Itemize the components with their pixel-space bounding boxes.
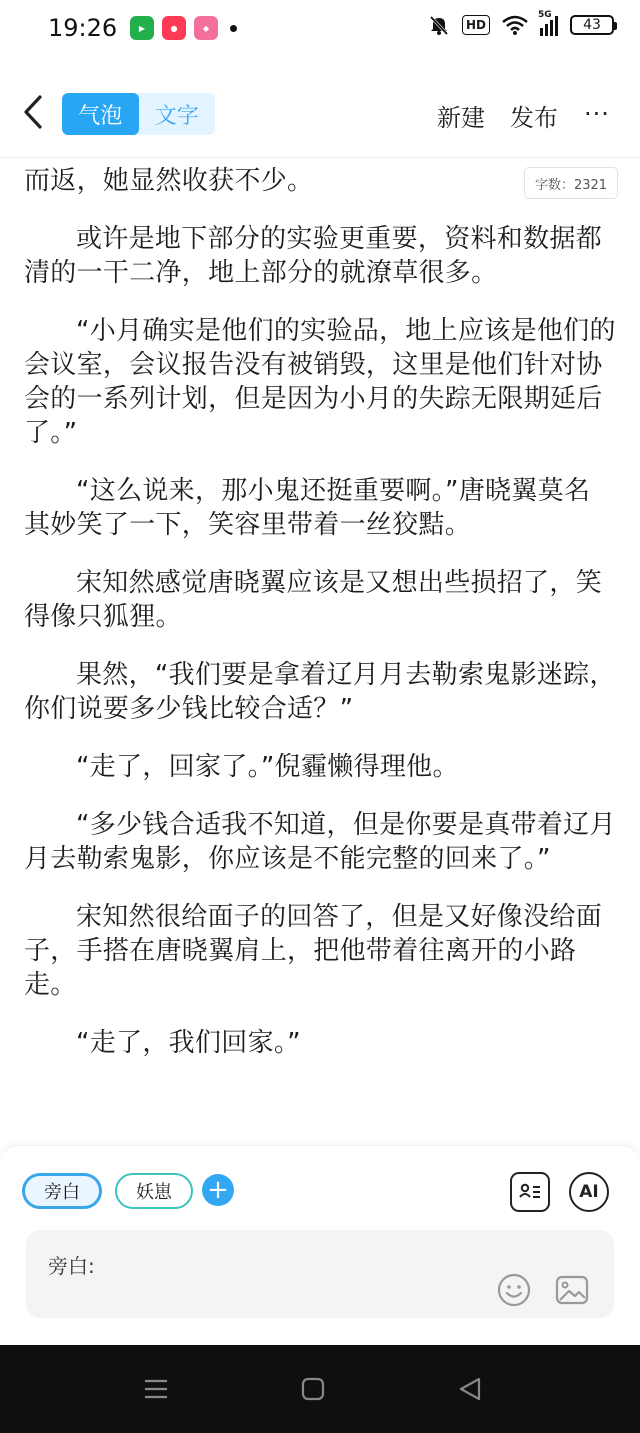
paragraph: “走了，回家了。”倪霾懒得理他。 xyxy=(76,752,459,782)
notification-icons xyxy=(130,16,237,40)
chevron-left-icon xyxy=(23,95,43,129)
emoji-icon[interactable] xyxy=(496,1272,532,1308)
contact-card-icon xyxy=(517,1180,543,1204)
character-list-button[interactable] xyxy=(510,1172,550,1212)
menu-icon[interactable] xyxy=(142,1375,170,1403)
paragraph: “这么说来，那小鬼还挺重要啊。”唐晓翼莫名其妙笑了一下，笑容里带着一丝狡黠。 xyxy=(24,476,591,540)
wifi-icon xyxy=(502,15,528,35)
paragraph: 宋知然感觉唐晓翼应该是又想出些损招了，笑得像只狐狸。 xyxy=(24,568,603,632)
battery-indicator: 43 xyxy=(570,15,614,35)
mute-bell-icon xyxy=(428,14,450,36)
add-role-button[interactable]: + xyxy=(202,1174,234,1206)
new-button[interactable]: 新建 xyxy=(437,104,485,132)
message-input[interactable] xyxy=(26,1230,614,1318)
mode-text-tab[interactable]: 文字 xyxy=(154,103,199,129)
nav-divider xyxy=(0,157,640,158)
red-app-icon: ● xyxy=(162,16,186,40)
signal-icon xyxy=(538,10,558,36)
video-app-icon: ▶ xyxy=(130,16,154,40)
role-chip-character[interactable]: 妖崽 xyxy=(115,1173,193,1209)
top-nav-bar xyxy=(0,80,640,152)
mode-bubble-tab[interactable]: 气泡 xyxy=(62,93,139,135)
role-chip-narrator[interactable]: 旁白 xyxy=(22,1173,102,1209)
mode-toggle xyxy=(62,93,215,135)
paragraph: 而返，她显然收获不少。 xyxy=(24,166,314,196)
composer-panel xyxy=(0,1145,640,1346)
paragraph: “小月确实是他们的实验品，地上应该是他们的会议室，会议报告没有被销毁，这里是他们针对协会的一系列计划，但是因为小月的失踪无限期延后了。” xyxy=(24,316,616,448)
word-count-badge: 字数：2321 xyxy=(524,167,618,199)
home-icon[interactable] xyxy=(299,1375,327,1403)
status-indicators xyxy=(428,10,614,36)
paragraph: 宋知然很给面子的回答了，但是又好像没给面子，手搭在唐晓翼肩上，把他带着往离开的小路走。 xyxy=(24,902,603,1000)
paragraph: 或许是地下部分的实验更重要，资料和数据都清的一干二净，地上部分的就潦草很多。 xyxy=(24,224,603,288)
paragraph: “多少钱合适我不知道，但是你要是真带着辽月月去勒索鬼影，你应该是不能完整的回来了。” xyxy=(24,810,616,874)
image-icon[interactable] xyxy=(554,1272,590,1308)
story-content[interactable] xyxy=(24,160,616,1140)
publish-button[interactable]: 发布 xyxy=(510,104,558,132)
network-type-label: 5G xyxy=(538,10,552,20)
back-button[interactable] xyxy=(18,92,48,132)
more-notifications-icon xyxy=(230,25,237,32)
hd-badge: HD xyxy=(462,15,490,35)
paragraph: 果然，“我们要是拿着辽月月去勒索鬼影迷踪，你们说要多少钱比较合适？” xyxy=(24,660,616,724)
status-time: 19:26 xyxy=(48,14,118,42)
ai-button[interactable]: AI xyxy=(569,1172,609,1212)
more-options-icon[interactable]: ··· xyxy=(584,100,610,128)
input-role-label: 旁白: xyxy=(48,1254,95,1278)
back-triangle-icon[interactable] xyxy=(456,1375,484,1403)
pink-app-icon: ◆ xyxy=(194,16,218,40)
paragraph: “走了，我们回家。” xyxy=(76,1028,301,1058)
status-bar xyxy=(0,0,640,60)
system-nav-bar xyxy=(0,1345,640,1433)
